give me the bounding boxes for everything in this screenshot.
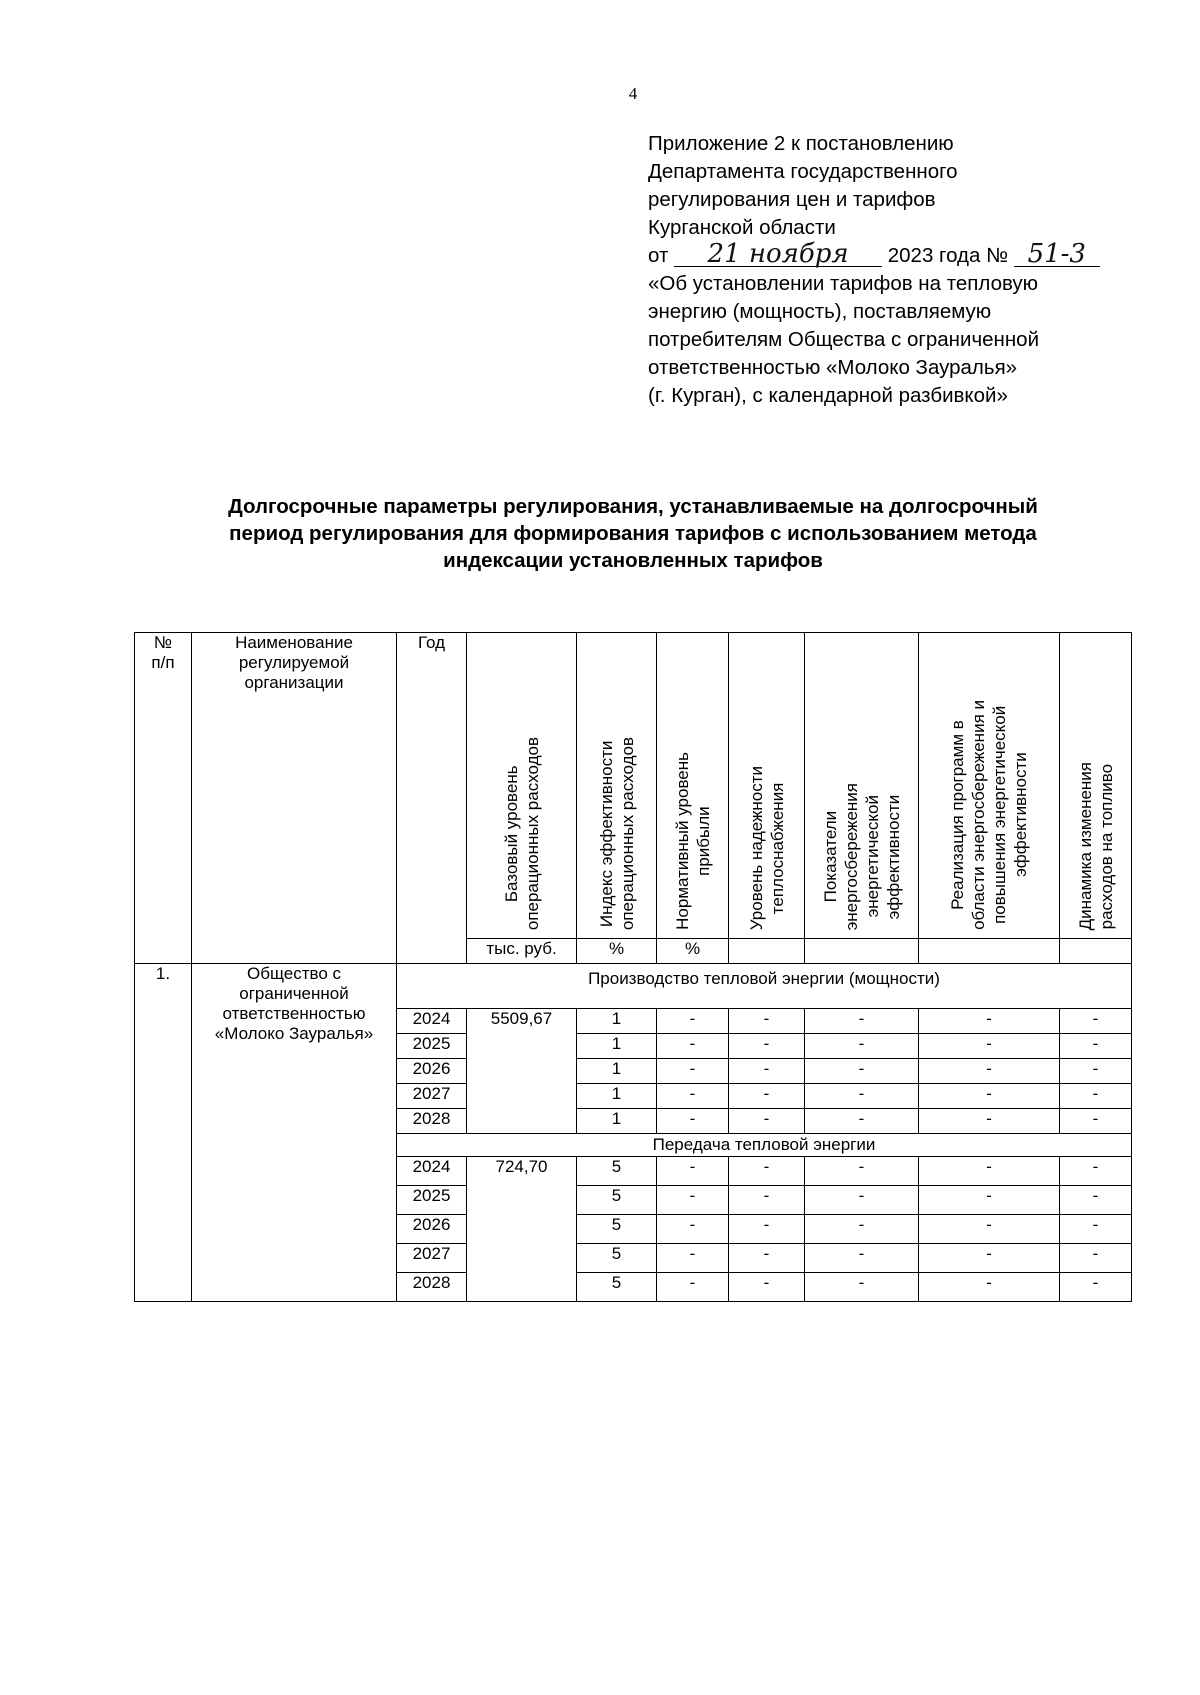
- cell-reliability: -: [729, 1215, 805, 1244]
- header-text-line: эффективности: [1011, 752, 1030, 878]
- title-line: индексации установленных тарифов: [443, 549, 823, 572]
- cell-profit: -: [657, 1059, 729, 1084]
- header-num-text: №: [153, 633, 173, 652]
- cell-reliability: -: [729, 1109, 805, 1134]
- cell-year: 2028: [397, 1109, 467, 1134]
- annex-line: (г. Курган), с календарной разбивкой»: [648, 384, 1008, 407]
- header-text-line: прибыли: [693, 806, 713, 876]
- section-row: [135, 964, 1132, 1009]
- cell-reliability: -: [729, 1186, 805, 1215]
- cell-fuel: -: [1060, 1059, 1132, 1084]
- cell-energy: -: [805, 1084, 919, 1109]
- cell-index: 5: [577, 1215, 657, 1244]
- header-profit: [657, 633, 729, 939]
- unit-empty: [729, 939, 805, 964]
- regulation-parameters-table: [134, 632, 1132, 1302]
- handwritten-number: 51-3: [1014, 242, 1100, 267]
- table-body: [135, 964, 1132, 1302]
- annex-line: Курганской области: [648, 216, 836, 239]
- unit-empty: [805, 939, 919, 964]
- header-text-line: Реализация программ в: [948, 720, 967, 910]
- cell-profit: -: [657, 1084, 729, 1109]
- cell-base-value: 5509,67: [467, 1009, 577, 1134]
- cell-year: 2025: [397, 1034, 467, 1059]
- header-text-line: Индекс эффективности: [596, 740, 616, 927]
- annex-line: «Об установлении тарифов на тепловую: [648, 272, 1039, 295]
- cell-year: 2028: [397, 1273, 467, 1302]
- header-energy-text: [820, 783, 904, 930]
- cell-index: 1: [577, 1084, 657, 1109]
- header-base: [467, 633, 577, 939]
- header-programs-text: [947, 700, 1031, 930]
- cell-energy: -: [805, 1215, 919, 1244]
- section-title: Производство тепловой энергии (мощности): [397, 964, 1132, 1009]
- cell-fuel: -: [1060, 1273, 1132, 1302]
- cell-year: 2024: [397, 1157, 467, 1186]
- header-row: [135, 633, 1132, 939]
- unit-index: %: [577, 939, 657, 964]
- cell-fuel: -: [1060, 1109, 1132, 1134]
- unit-profit: %: [657, 939, 729, 964]
- cell-fuel: -: [1060, 1215, 1132, 1244]
- cell-energy: -: [805, 1034, 919, 1059]
- year-text: 2023 года №: [887, 244, 1009, 267]
- cell-index: 5: [577, 1157, 657, 1186]
- annex-line: потребителям Общества с ограниченной: [648, 328, 1040, 351]
- organization-name: Общество с ограниченной ответственностью «Молоко Зауралья»: [192, 964, 397, 1302]
- annex-line: регулирования цен и тарифов: [648, 188, 936, 211]
- cell-index: 1: [577, 1009, 657, 1034]
- cell-fuel: -: [1060, 1186, 1132, 1215]
- cell-energy: -: [805, 1059, 919, 1084]
- cell-profit: -: [657, 1034, 729, 1059]
- header-text-line: эффективности: [883, 793, 903, 919]
- row-number: 1.: [135, 964, 192, 1302]
- cell-profit: -: [657, 1157, 729, 1186]
- cell-programs: -: [919, 1059, 1060, 1084]
- cell-reliability: -: [729, 1084, 805, 1109]
- header-reliability: [729, 633, 805, 939]
- annex-line: Приложение 2 к постановлению: [648, 132, 954, 155]
- cell-reliability: -: [729, 1244, 805, 1273]
- cell-programs: -: [919, 1244, 1060, 1273]
- cell-fuel: -: [1060, 1084, 1132, 1109]
- cell-reliability: -: [729, 1059, 805, 1084]
- cell-energy: -: [805, 1109, 919, 1134]
- header-text-line: Нормативный уровень: [672, 752, 692, 930]
- header-reliability-text: [746, 766, 788, 930]
- cell-year: 2027: [397, 1244, 467, 1273]
- cell-year: 2026: [397, 1059, 467, 1084]
- cell-reliability: -: [729, 1273, 805, 1302]
- cell-year: 2026: [397, 1215, 467, 1244]
- header-text-line: расходов на топливо: [1096, 763, 1116, 929]
- annex-line: энергию (мощность), поставляемую: [648, 300, 992, 323]
- header-index: [577, 633, 657, 939]
- cell-energy: -: [805, 1186, 919, 1215]
- cell-reliability: -: [729, 1034, 805, 1059]
- header-text-line: Динамика изменения: [1075, 761, 1095, 930]
- unit-base: тыс. руб.: [467, 939, 577, 964]
- cell-index: 5: [577, 1244, 657, 1273]
- cell-fuel: -: [1060, 1009, 1132, 1034]
- header-energy: [805, 633, 919, 939]
- header-text-line: Базовый уровень: [501, 765, 521, 902]
- cell-index: 5: [577, 1186, 657, 1215]
- annex-date-line: [648, 239, 1168, 270]
- header-text-line: операционных расходов: [522, 736, 542, 930]
- header-text-line: области энергосбережения и: [969, 700, 988, 930]
- cell-energy: -: [805, 1009, 919, 1034]
- header-fuel-text: [1075, 762, 1117, 930]
- annex-line: ответственностью «Молоко Зауралья»: [648, 356, 1018, 379]
- cell-programs: -: [919, 1034, 1060, 1059]
- cell-reliability: -: [729, 1009, 805, 1034]
- document-title: [130, 493, 1136, 574]
- header-text-line: Показатели: [820, 810, 840, 903]
- unit-empty: [1060, 939, 1132, 964]
- cell-year: 2025: [397, 1186, 467, 1215]
- cell-index: 5: [577, 1273, 657, 1302]
- cell-base-value: 724,70: [467, 1157, 577, 1302]
- cell-fuel: -: [1060, 1244, 1132, 1273]
- cell-year: 2027: [397, 1084, 467, 1109]
- title-line: Долгосрочные параметры регулирования, устанавливаемые на долгосрочный: [228, 495, 1038, 518]
- header-text-line: энергетической: [862, 795, 882, 918]
- cell-reliability: -: [729, 1157, 805, 1186]
- header-text-line: энергосбережения: [841, 782, 861, 930]
- cell-programs: -: [919, 1186, 1060, 1215]
- cell-profit: -: [657, 1273, 729, 1302]
- header-text-line: Уровень надежности: [746, 765, 766, 930]
- date-prefix: от: [648, 244, 669, 267]
- unit-empty: [919, 939, 1060, 964]
- cell-programs: -: [919, 1109, 1060, 1134]
- header-text-line: теплоснабжения: [767, 782, 787, 914]
- header-org: Наименование регулируемой организации: [192, 633, 397, 964]
- cell-profit: -: [657, 1109, 729, 1134]
- cell-energy: -: [805, 1273, 919, 1302]
- cell-programs: -: [919, 1215, 1060, 1244]
- section-title: Передача тепловой энергии: [397, 1134, 1132, 1157]
- cell-programs: -: [919, 1009, 1060, 1034]
- handwritten-date: 21 ноября: [674, 242, 882, 267]
- cell-profit: -: [657, 1244, 729, 1273]
- annex-header: [648, 130, 1168, 410]
- cell-energy: -: [805, 1157, 919, 1186]
- cell-year: 2024: [397, 1009, 467, 1034]
- annex-line: Департамента государственного: [648, 160, 958, 183]
- header-index-text: [596, 737, 638, 930]
- cell-energy: -: [805, 1244, 919, 1273]
- header-text-line: операционных расходов: [617, 736, 637, 930]
- header-base-text: [501, 737, 543, 930]
- cell-index: 1: [577, 1109, 657, 1134]
- header-num: [135, 633, 192, 964]
- cell-index: 1: [577, 1034, 657, 1059]
- header-num-text: п/п: [151, 653, 175, 672]
- header-fuel: [1060, 633, 1132, 939]
- title-line: период регулирования для формирования тарифов с использованием метода: [229, 522, 1037, 545]
- cell-programs: -: [919, 1084, 1060, 1109]
- cell-fuel: -: [1060, 1034, 1132, 1059]
- header-text-line: повышения энергетической: [990, 705, 1009, 925]
- cell-programs: -: [919, 1273, 1060, 1302]
- cell-fuel: -: [1060, 1157, 1132, 1186]
- cell-index: 1: [577, 1059, 657, 1084]
- header-programs: [919, 633, 1060, 939]
- cell-profit: -: [657, 1186, 729, 1215]
- cell-programs: -: [919, 1157, 1060, 1186]
- cell-profit: -: [657, 1009, 729, 1034]
- page-number: 4: [628, 84, 638, 103]
- header-profit-text: [672, 752, 714, 930]
- cell-profit: -: [657, 1215, 729, 1244]
- header-year: Год: [397, 633, 467, 964]
